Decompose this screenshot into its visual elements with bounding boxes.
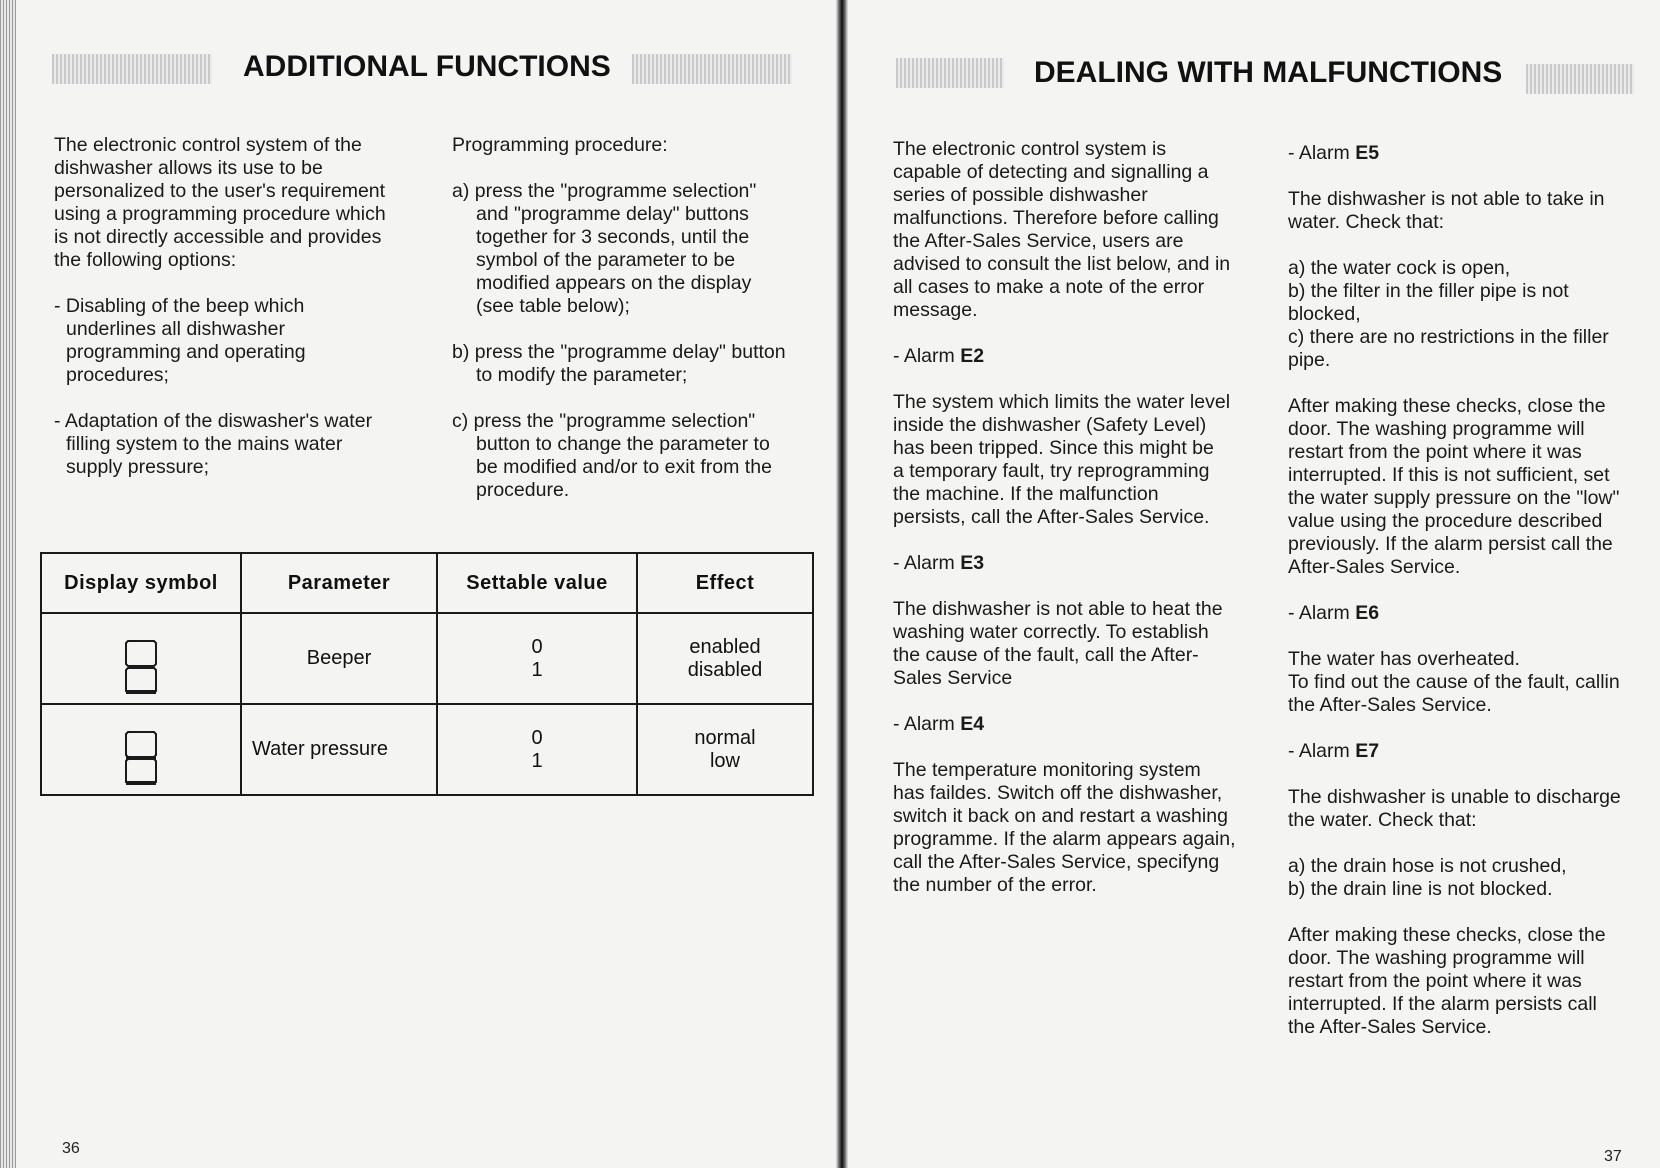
procedure-step: c) press the "programme selection" button to change the parameter to be modified and/or to exit from the procedure. [452, 410, 772, 501]
option-item: - Disabling of the beep which underlines all dishwasher programming and operating procedures; [54, 295, 306, 386]
alarm-checks: a) the drain hose is not crushed, b) the drain line is not blocked. [1288, 855, 1567, 900]
left-column-1 [54, 134, 444, 502]
settable-value-cell: 0 1 [437, 704, 637, 795]
column-header: Display symbol [41, 553, 241, 613]
alarm-heading [893, 713, 1273, 736]
heading-bar-left [896, 58, 1004, 88]
seven-segment-pressure-icon [121, 728, 161, 788]
effect-cell: enabled disabled [637, 613, 813, 704]
alarm-prefix: - Alarm [1288, 602, 1356, 624]
intro-paragraph: The electronic control system of the dishwasher allows its use to be personalized to the user's requirement using a programming procedure which is not directly accessible and provides the following options: [54, 134, 386, 271]
alarm-code: E6 [1355, 602, 1380, 624]
heading-bar-left [52, 54, 212, 84]
page-number-right: 37 [1604, 1148, 1622, 1165]
alarm-prefix: - Alarm [1288, 740, 1356, 762]
alarm-heading [1288, 602, 1638, 625]
procedure-step: b) press the "programme delay" button to modify the parameter; [452, 341, 786, 386]
table-row [41, 613, 813, 704]
parameter-cell: Water pressure [241, 704, 437, 795]
procedure-step: a) press the "programme selection" and "programme delay" buttons together for 3 seconds, until the symbol of the parameter to be modified appears on the display (see table below); [452, 180, 757, 317]
alarm-heading [1288, 740, 1638, 763]
alarm-description: The dishwasher is unable to discharge the water. Check that: [1288, 786, 1621, 831]
alarm-code: E7 [1355, 740, 1380, 762]
alarm-description: The dishwasher is not able to heat the washing water correctly. To establish the cause of the fault, call the After- Sales Service [893, 598, 1223, 689]
alarm-heading [893, 345, 1273, 368]
settable-value-cell: 0 1 [437, 613, 637, 704]
alarm-code: E2 [960, 345, 985, 367]
right-column-1 [893, 138, 1273, 920]
left-column-2 [452, 134, 812, 525]
seven-segment-beeper-icon [121, 637, 161, 697]
alarm-prefix: - Alarm [893, 713, 961, 735]
alarm-heading [1288, 142, 1638, 165]
alarm-code: E4 [960, 713, 985, 735]
alarm-description: The water has overheated. To find out the cause of the fault, callin the After-Sales Service. [1288, 648, 1620, 716]
alarm-prefix: - Alarm [1288, 142, 1356, 164]
procedure-title: Programming procedure: [452, 134, 668, 156]
alarm-prefix: - Alarm [893, 552, 961, 574]
alarm-checks: a) the water cock is open, b) the filter in the filler pipe is not blocked, c) there are no restrictions in the filler pipe. [1288, 257, 1609, 371]
right-column-2 [1288, 142, 1638, 1062]
parameter-cell: Beeper [241, 613, 437, 704]
alarm-after-text: After making these checks, close the door. The washing programme will restart from the point where it was interrupted. If the alarm persists call the After-Sales Service. [1288, 924, 1606, 1038]
alarm-after-text: After making these checks, close the door. The washing programme will restart from the point where it was interrupted. If this is not sufficient, set the water supply pressure on the "low" value using the procedure described previously. If the alarm persist call the After-Sales Service. [1288, 395, 1620, 578]
intro-paragraph: The electronic control system is capable of detecting and signalling a series of possible dishwasher malfunctions. Therefore before calling the After-Sales Service, users are advised to consult the list below, and in all cases to make a note of the error message. [893, 138, 1231, 321]
column-header: Settable value [437, 553, 637, 613]
table-row [41, 704, 813, 795]
alarm-code: E5 [1355, 142, 1380, 164]
heading-bar-right [1526, 64, 1634, 94]
parameter-table [40, 552, 814, 796]
display-symbol-cell [41, 613, 241, 704]
alarm-code: E3 [960, 552, 985, 574]
alarm-description: The dishwasher is not able to take in water. Check that: [1288, 188, 1605, 233]
book-spine [836, 0, 848, 1168]
alarm-description: The temperature monitoring system has faildes. Switch off the dishwasher, switch it back on and restart a washing programme. If the alarm appears again, call the After-Sales Service, specifyng the number of the error. [893, 759, 1236, 896]
alarm-description: The system which limits the water level inside the dishwasher (Safety Level) has been tripped. Since this might be a temporary fault, try reprogramming the machine. If the malfunction persists, call the After-Sales Service. [893, 391, 1231, 528]
table-header-row [41, 553, 813, 613]
alarm-heading [893, 552, 1273, 575]
column-header: Parameter [241, 553, 437, 613]
alarm-prefix: - Alarm [893, 345, 961, 367]
column-header: Effect [637, 553, 813, 613]
page-number-left: 36 [62, 1140, 80, 1157]
display-symbol-cell [41, 704, 241, 795]
page-title-right: DEALING WITH MALFUNCTIONS [1034, 56, 1503, 89]
option-item: - Adaptation of the diswasher's water filling system to the mains water supply pressure; [54, 410, 373, 478]
heading-bar-right [632, 54, 792, 84]
effect-cell: normal low [637, 704, 813, 795]
page-edge-left [0, 0, 16, 1168]
page-title-left: ADDITIONAL FUNCTIONS [243, 50, 611, 83]
